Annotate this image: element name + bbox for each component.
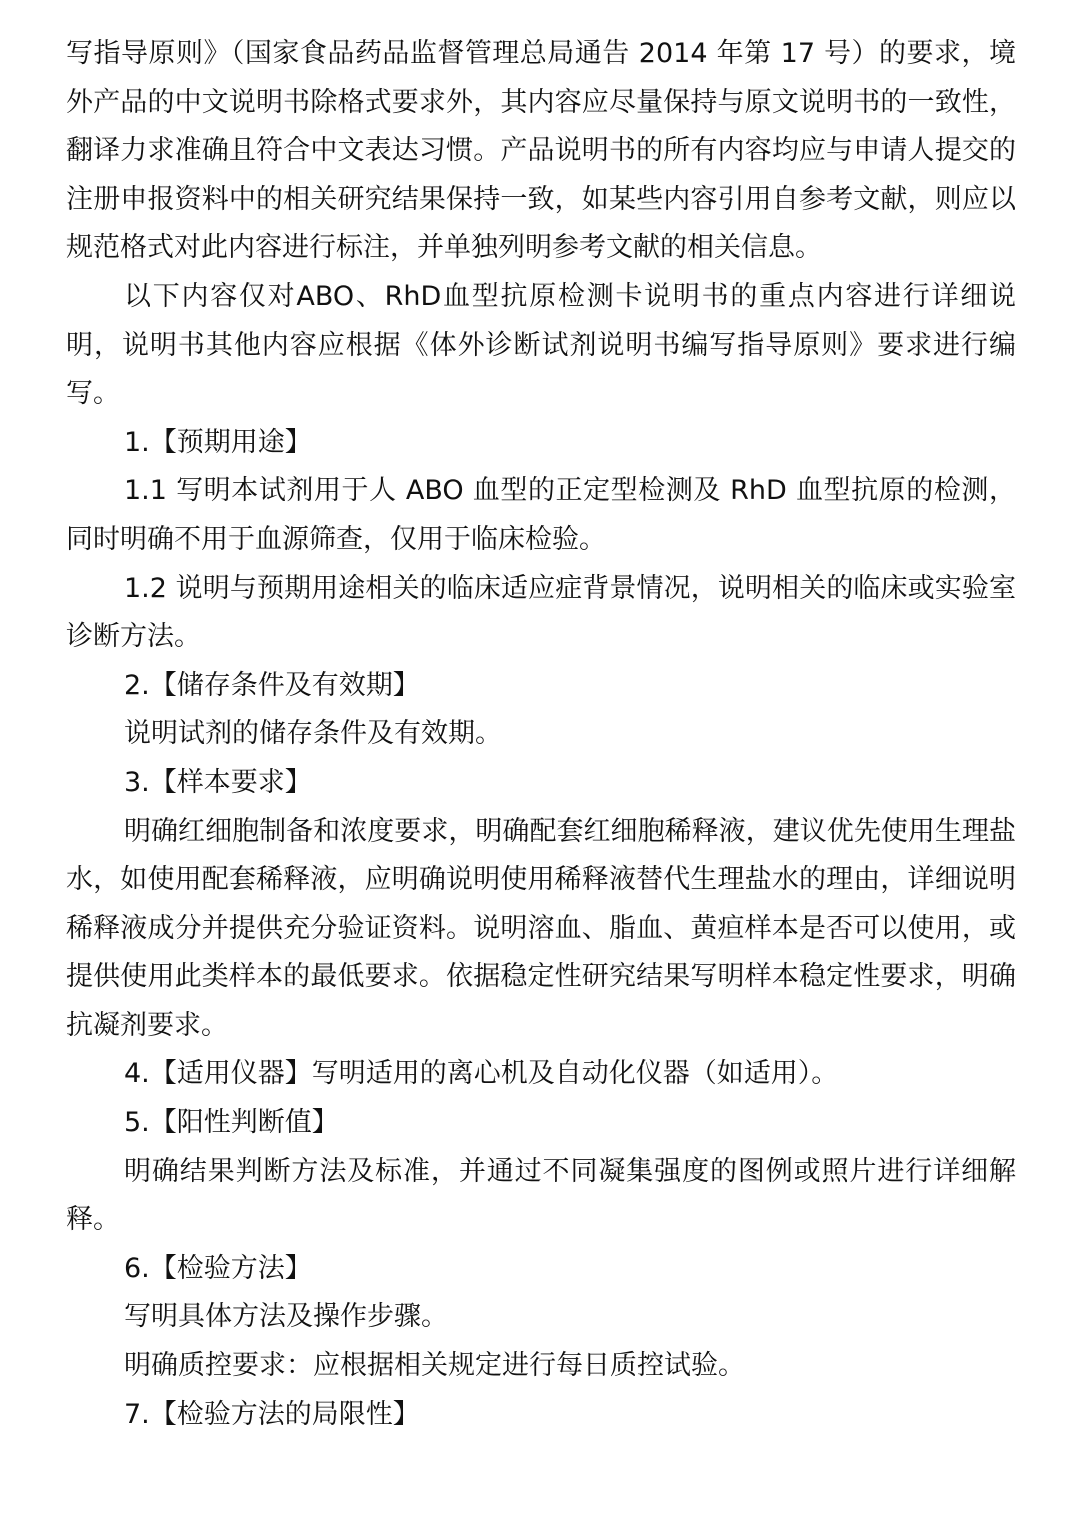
paragraph-quality-control: 明确质控要求：应根据相关规定进行每日质控试验。 <box>124 1350 745 1382</box>
section-heading-sample-requirements: 3.【样本要求】 <box>124 766 312 798</box>
paragraph-positive-cutoff: 明确结果判断方法及标准，并通过不同凝集强度的图例或照片进行详细解释。 <box>66 1155 1016 1236</box>
section-heading-positive-cutoff: 5.【阳性判断值】 <box>124 1107 339 1139</box>
paragraph-scope-note: 以下内容仅对ABO、RhD血型抗原检测卡说明书的重点内容进行详细说明，说明书其他内容应根据《体外诊断试剂说明书编写指导原则》要求进行编写。 <box>66 280 1016 410</box>
paragraph-guideline-requirement: 写指导原则》（国家食品药品监督管理总局通告 2014 年第 17 号）的要求，境外产品的中文说明书除格式要求外，其内容应尽量保持与原文说明书的一致性，翻译力求准确且符合中文表达习惯。产品说明书的所有内容均应与申请人提交的注册申报资料中的相关研究结果保持一致，如某些内容引用自参考文献，则应以规范格式对此内容进行标注，并单独列明参考文献的相关信息。 <box>66 38 1016 264</box>
paragraph-storage: 说明试剂的储存条件及有效期。 <box>124 718 502 750</box>
paragraph-intended-use-1-2: 1.2 说明与预期用途相关的临床适应症背景情况，说明相关的临床或实验室诊断方法。 <box>66 572 1016 653</box>
section-heading-intended-use: 1.【预期用途】 <box>124 426 312 458</box>
section-heading-limitations: 7.【检验方法的局限性】 <box>124 1398 420 1430</box>
paragraph-intended-use-1-1: 1.1 写明本试剂用于人 ABO 血型的正定型检测及 RhD 血型抗原的检测，同时明确不用于血源筛查，仅用于临床检验。 <box>66 475 1016 555</box>
section-heading-storage: 2.【储存条件及有效期】 <box>124 669 420 701</box>
paragraph-test-steps: 写明具体方法及操作步骤。 <box>124 1301 448 1333</box>
paragraph-sample-requirements: 明确红细胞制备和浓度要求，明确配套红细胞稀释液，建议优先使用生理盐水，如使用配套稀释液，应明确说明使用稀释液替代生理盐水的理由，详细说明稀释液成分并提供充分验证资料。说明溶血、脂血、黄疸样本是否可以使用，或提供使用此类样本的最低要求。依据稳定性研究结果写明样本稳定性要求，明确抗凝剂要求。 <box>66 815 1016 1041</box>
document-page <box>66 30 1016 1439</box>
section-heading-test-method: 6.【检验方法】 <box>124 1252 312 1284</box>
section-heading-instruments: 4.【适用仪器】写明适用的离心机及自动化仪器（如适用）。 <box>124 1058 839 1090</box>
